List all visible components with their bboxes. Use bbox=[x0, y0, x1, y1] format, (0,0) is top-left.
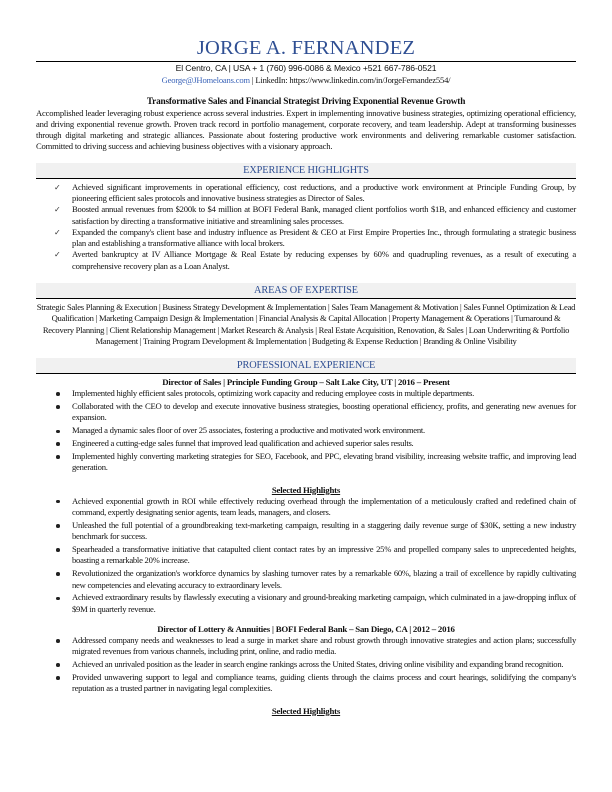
list-item: Achieved exponential growth in ROI while effectively reducing overhead through the implementation of a meticulously crafted and redefined chain of command, expertly designating senior agents, team leads, managers, and closers. bbox=[36, 496, 576, 519]
bullet-icon bbox=[56, 676, 60, 680]
list-item: Collaborated with the CEO to develop and execute innovative business strategies, boosting operational efficiency, profits, and generating new avenues for expansion. bbox=[36, 401, 576, 424]
bullet-icon bbox=[56, 663, 60, 667]
bullet-icon bbox=[56, 548, 60, 552]
list-item: Managed a dynamic sales floor of over 25 associates, fostering a productive and motivated work environment. bbox=[36, 425, 576, 436]
experience-highlights-list bbox=[36, 182, 576, 272]
list-item: Unleashed the full potential of a groundbreaking text-marketing campaign, resulting in a staggering daily revenue surge of $30K, setting a new industry benchmark for success. bbox=[36, 520, 576, 543]
list-item: Revolutionized the organization's workforce dynamics by slashing turnover rates by a remarkable 60%, blazing a trail of excellence by rapidly cultivating new competencies and elevating accuracy to extraordinary levels. bbox=[36, 568, 576, 591]
list-item: Achieved extraordinary results by flawlessly executing a visionary and ground-breaking marketing campaign, which culminated in a jaw-dropping influx of $9M in quarterly revenue. bbox=[36, 592, 576, 615]
selected-highlights-heading: Selected Highlights bbox=[271, 484, 341, 495]
list-item: Addressed company needs and weaknesses to lead a surge in market share and robust growth through innovative strategies and action plans; successfully migrated revenues from various channels, including print, online, and radio media. bbox=[36, 635, 576, 658]
section-heading-areas-of-expertise: AREAS OF EXPERTISE bbox=[36, 283, 576, 299]
header-divider bbox=[36, 61, 576, 62]
bullet-icon bbox=[56, 572, 60, 576]
list-item: Engineered a cutting-edge sales funnel that improved lead qualification and achieved superior sales results. bbox=[36, 438, 576, 449]
bullet-icon bbox=[56, 392, 60, 396]
job-entry-bofi-federal-bank bbox=[36, 624, 576, 717]
contact-line: El Centro, CA | USA + 1 (760) 996-0086 & Mexico +521 667-786-0521 bbox=[175, 63, 437, 73]
list-item: Implemented highly efficient sales protocols, optimizing work capacity and reducing employee costs in multiple departments. bbox=[36, 388, 576, 399]
selected-highlights-heading: Selected Highlights bbox=[271, 705, 341, 716]
checkmark-icon: ✓ bbox=[54, 182, 61, 192]
list-item: Spearheaded a transformative initiative that catapulted client contact rates by an impressive 25% and propelled company sales to unprecedented heights, boasting a remarkable 20% increase. bbox=[36, 544, 576, 567]
bullet-icon bbox=[56, 430, 60, 434]
resume-page bbox=[36, 0, 576, 717]
job-title-line: Director of Sales | Principle Funding Group – Salt Lake City, UT | 2016 – Present bbox=[162, 377, 450, 388]
summary-paragraph: Accomplished leader leveraging robust experience across several industries. Expert in implementing innovative business strategies, optimizing operational efficiency, and driving exponential revenue growth. Proven track record in portfolio management, corporate recovery, and team leadership. Adept at transforming businesses through digital marketing and strategic alliances. Passionate about fostering productive work environments and delivering remarkable customer satisfaction. Committed to driving success and achieving business objectives with a visionary approach. bbox=[36, 107, 576, 152]
checkmark-icon: ✓ bbox=[54, 250, 61, 260]
bullet-icon bbox=[56, 455, 60, 459]
list-item: Provided unwavering support to legal and compliance teams, guiding clients through the claims process and court hearings, solidifying the company's reputation as a trusted partner in navigating legal complexities. bbox=[36, 672, 576, 695]
selected-highlights-list bbox=[36, 496, 576, 615]
list-item: ✓ Achieved significant improvements in operational efficiency, cost reductions, and a productive work environment at Principle Funding Group, by pioneering efficient sales protocols and innovative business strategies as Director of Sales. bbox=[54, 181, 576, 203]
email-link[interactable]: George@JHomeloans.com bbox=[161, 74, 250, 85]
expertise-list: Strategic Sales Planning & Execution | Business Strategy Development & Implementation | Sales Team Management & Motivation | Sales Funnel Optimization & Lead Qualification | Marketing Campaign Design & Implementation | Financial Analysis & Capital Allocation | Property Management & Operations | Turnaround & Recovery Planning | Client Relationship Management | Market Research & Analysis | Real Estate Acquisition, Renovation, & Sales | Loan Underwriting & Portfolio Management | Training Program Development & Implementation | Budgeting & Expense Reduction | Branding & Online Visibility bbox=[36, 302, 576, 346]
job-bullets bbox=[36, 635, 576, 695]
list-item: ✓ Boosted annual revenues from $200k to $4 million at BOFI Federal Bank, managed client portfolios worth $1B, and enhanced efficiency and customer satisfaction by directing a transformative initiative and streamlining sales processes. bbox=[54, 204, 576, 226]
professional-headline: Transformative Sales and Financial Strategist Driving Exponential Revenue Growth bbox=[146, 96, 466, 107]
bullet-icon bbox=[56, 442, 60, 446]
linkedin-text[interactable]: | LinkedIn: https://www.linkedin.com/in/JorgeFernandez554/ bbox=[249, 74, 451, 85]
online-contact-line bbox=[36, 75, 576, 86]
list-item: Implemented highly converting marketing strategies for SEO, Facebook, and PPC, elevating brand visibility, increasing website traffic, and improving lead generation. bbox=[36, 451, 576, 474]
checkmark-icon: ✓ bbox=[54, 227, 61, 237]
section-heading-experience-highlights: EXPERIENCE HIGHLIGHTS bbox=[36, 163, 576, 179]
bullet-icon bbox=[56, 597, 60, 601]
candidate-name: JORGE A. FERNANDEZ bbox=[196, 37, 416, 59]
bullet-icon bbox=[56, 524, 60, 528]
bullet-icon bbox=[56, 500, 60, 504]
bullet-icon bbox=[56, 639, 60, 643]
job-title-line: Director of Lottery & Annuities | BOFI Federal Bank – San Diego, CA | 2012 – 2016 bbox=[157, 624, 455, 635]
list-item: ✓ Averted bankruptcy at IV Alliance Mortgage & Real Estate by reducing expenses by 60% and quadrupling revenues, as a result of executing a comprehensive recovery plan as a Loan Analyst. bbox=[54, 249, 576, 271]
list-item: Achieved an unrivaled position as the leader in search engine rankings across the United States, driving online visibility and expanding brand recognition. bbox=[36, 659, 576, 670]
bullet-icon bbox=[56, 405, 60, 409]
job-bullets bbox=[36, 388, 576, 473]
checkmark-icon: ✓ bbox=[54, 205, 61, 215]
section-heading-professional-experience: PROFESSIONAL EXPERIENCE bbox=[36, 358, 576, 374]
list-item: ✓ Expanded the company's client base and industry influence as President & CEO at First Empire Properties Inc., through formulating a strategic business plan and establishing a transformative alliance with local brokers. bbox=[54, 226, 576, 249]
job-entry-principle-funding bbox=[36, 377, 576, 615]
